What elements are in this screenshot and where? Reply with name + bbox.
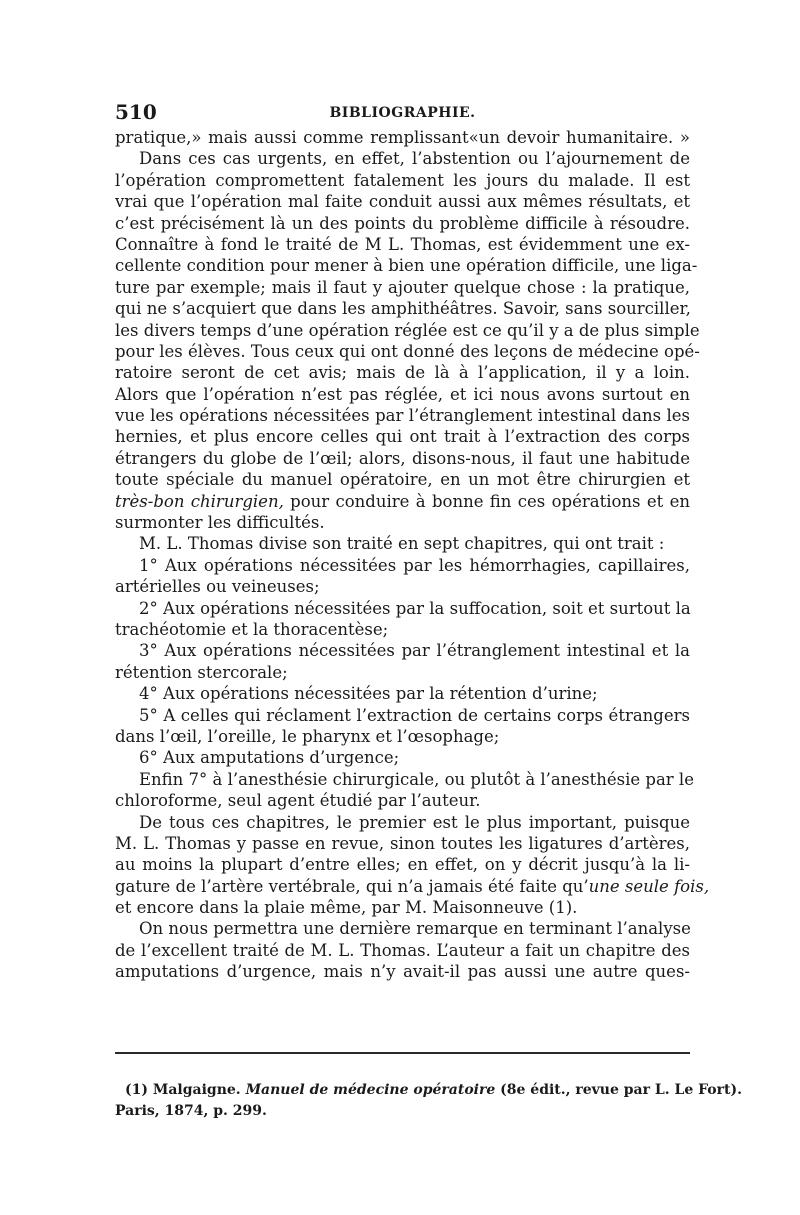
footnote-title: Manuel de médecine opératoire — [245, 1082, 496, 1098]
text-line: de l’excellent traité de M. L. Thomas. L’auteur a fait un chapitre des — [115, 940, 690, 960]
text-fragment: gature de l’artère vertébrale, qui n’a jamais été faite qu’ — [115, 876, 589, 896]
text-line: vue les opérations nécessitées par l’étranglement intestinal dans les — [115, 406, 690, 426]
text-line: Alors que l’opération n’est pas réglée, et ici nous avons surtout en — [115, 384, 690, 404]
italic-phrase: très-bon chirurgien, — [115, 491, 284, 511]
list-item: 4° Aux opérations nécessitées par la rétention d’urine; — [139, 684, 598, 704]
list-item: Enfin 7° à l’anesthésie chirurgicale, ou plutôt à l’anesthésie par le — [139, 769, 694, 789]
footnote-text: (8e édit., revue par L. Le Fort). — [500, 1082, 742, 1098]
text-line: artérielles ou veineuses; — [115, 577, 320, 597]
list-item: 2° Aux opérations nécessitées par la suffocation, soit et surtout la — [139, 598, 691, 618]
text-line: De tous ces chapitres, le premier est le plus important, puisque — [139, 812, 690, 832]
text-line: vrai que l’opération mal faite conduit aussi aux mêmes résultats, et — [115, 192, 690, 212]
text-line: c’est précisément là un des points du problème difficile à résoudre. — [115, 213, 690, 233]
text-line: Dans ces cas urgents, en effet, l’abstention ou l’ajournement de — [139, 149, 690, 169]
text-line: M. L. Thomas y passe en revue, sinon toutes les ligatures d’artères, — [115, 833, 690, 853]
list-item: 6° Aux amputations d’urgence; — [139, 748, 400, 768]
text-line: dans l’œil, l’oreille, le pharynx et l’œsophage; — [115, 726, 500, 746]
text-line: Connaître à fond le traité de M L. Thomas, est évidemment une ex- — [115, 234, 690, 254]
text-line: toute spéciale du manuel opératoire, en un mot être chirurgien et — [115, 470, 690, 490]
page-number: 510 — [115, 100, 157, 124]
text-line: les divers temps d’une opération réglée est ce qu’il y a de plus simple — [115, 320, 700, 340]
footnote-text: (1) Malgaigne. — [125, 1082, 241, 1098]
footnote — [115, 1080, 742, 1122]
text-line: ture par exemple; mais il faut y ajouter quelque chose : la pratique, — [115, 277, 690, 297]
text-line: trachéotomie et la thoracentèse; — [115, 619, 389, 639]
text-line: ratoire seront de cet avis; mais de là à l’application, il y a loin. — [115, 363, 690, 383]
page-header — [115, 100, 690, 128]
text-line: étrangers du globe de l’œil; alors, disons-nous, il faut une habitude — [115, 448, 690, 468]
text-line: au moins la plupart d’entre elles; en effet, on y décrit jusqu’à la li- — [115, 855, 690, 875]
text-line-with-italic — [115, 876, 710, 897]
list-item: 5° A celles qui réclament l’extraction de certains corps étrangers — [139, 705, 690, 725]
text-line: qui ne s’acquiert que dans les amphithéâtres. Savoir, sans sourciller, — [115, 299, 691, 319]
text-line: rétention stercorale; — [115, 662, 288, 682]
text-line: pratique,» mais aussi comme remplissant«un devoir humanitaire. » — [115, 128, 690, 147]
text-fragment: pour conduire à bonne fin ces opérations et en — [290, 491, 690, 511]
body-text — [115, 127, 710, 983]
list-item: 1° Aux opérations nécessitées par les hémorrhagies, capillaires, — [139, 555, 690, 575]
text-line-with-italic — [115, 491, 690, 512]
text-line: M. L. Thomas divise son traité en sept chapitres, qui ont trait : — [139, 534, 665, 554]
text-line: hernies, et plus encore celles qui ont trait à l’extraction des corps — [115, 427, 690, 447]
text-line: On nous permettra une dernière remarque en terminant l’analyse — [139, 919, 691, 939]
running-title: BIBLIOGRAPHIE. — [329, 105, 476, 121]
text-line: cellente condition pour mener à bien une opération difficile, une liga- — [115, 256, 698, 276]
text-line: chloroforme, seul agent étudié par l’auteur. — [115, 791, 481, 811]
text-line: et encore dans la plaie même, par M. Maisonneuve (1). — [115, 898, 578, 918]
text-line: surmonter les difficultés. — [115, 513, 325, 533]
text-line: amputations d’urgence, mais n’y avait-il pas aussi une autre ques- — [115, 962, 690, 982]
list-item: 3° Aux opérations nécessitées par l’étranglement intestinal et la — [139, 641, 690, 661]
italic-phrase: une seule fois, — [588, 876, 710, 896]
footnote-line — [115, 1080, 742, 1101]
footnote-divider — [115, 1052, 690, 1054]
footnote-line: Paris, 1874, p. 299. — [115, 1103, 267, 1119]
text-line: pour les élèves. Tous ceux qui ont donné des leçons de médecine opé- — [115, 341, 700, 361]
text-line: l’opération compromettent fatalement les jours du malade. Il est — [115, 170, 690, 190]
